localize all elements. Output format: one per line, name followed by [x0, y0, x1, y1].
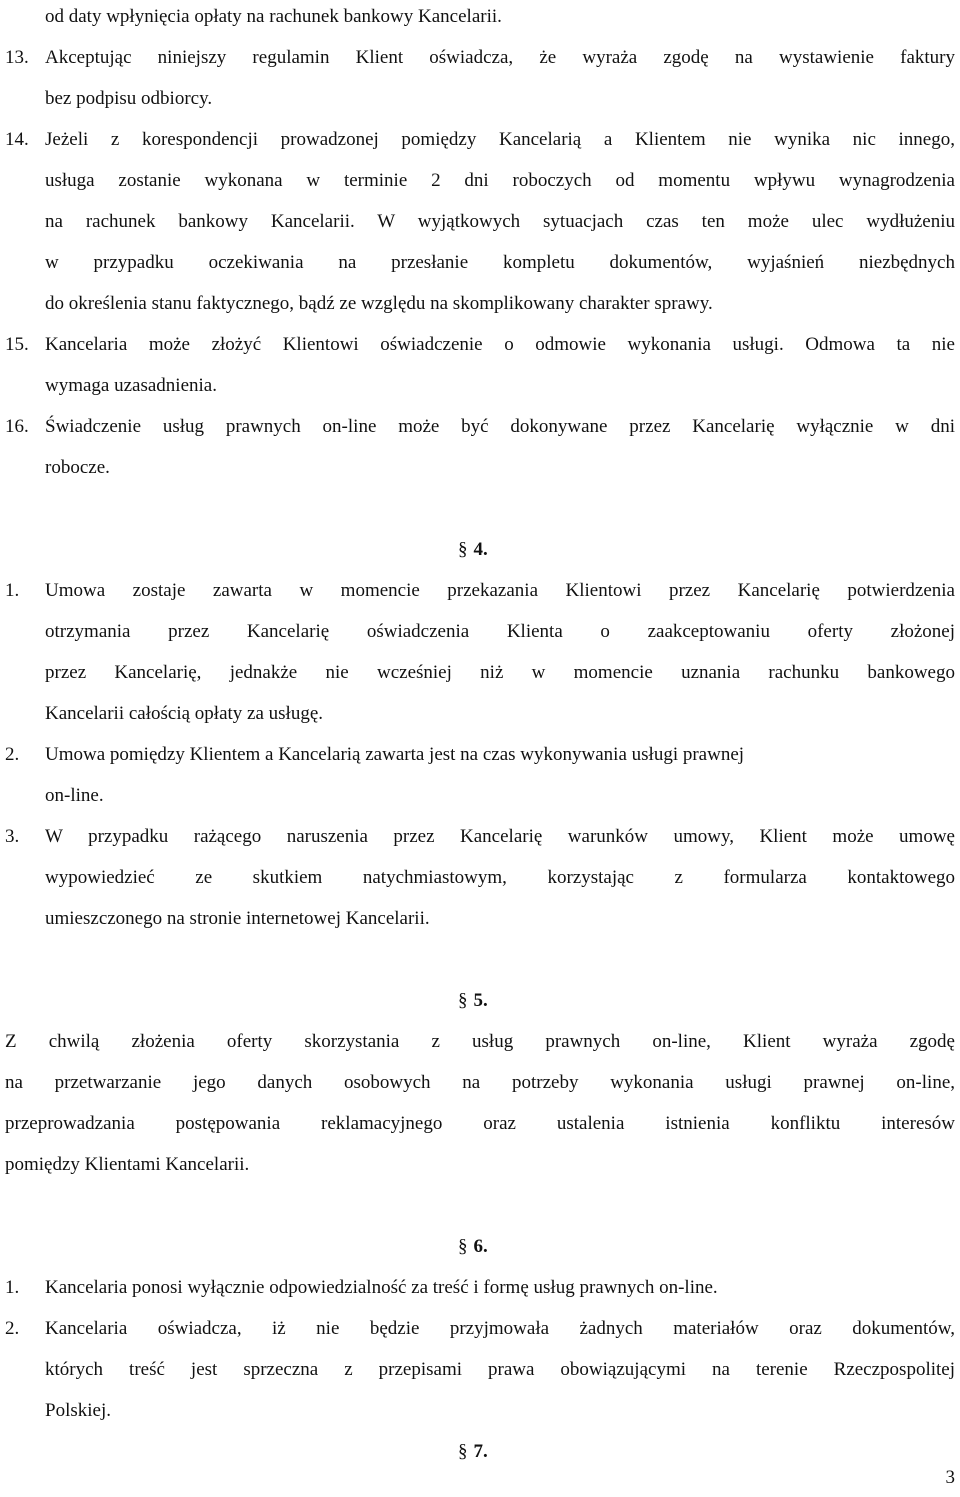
item-line: na rachunek bankowy Kancelarii. W wyjątkowych sytuacjach czas ten może ulec wydłużeniu	[45, 211, 955, 232]
page-number: 3	[945, 1467, 955, 1488]
item-line: bez podpisu odbiorcy.	[45, 88, 213, 109]
item-line: Jeżeli z korespondencji prowadzonej pomiędzy Kancelarią a Klientem nie wynika nic innego,	[45, 129, 955, 150]
item-line: otrzymania przez Kancelarię oświadczenia Klienta o zaakceptowaniu oferty złożonej	[45, 621, 955, 642]
item-line: Umowa zostaje zawarta w momencie przekazania Klientowi przez Kancelarię potwierdzenia	[45, 580, 955, 601]
section-number: 5.	[473, 990, 488, 1011]
item-number: 15.	[5, 334, 29, 355]
item-line: wypowiedzieć ze skutkiem natychmiastowym, korzystając z formularza kontaktowego	[45, 867, 955, 888]
section-symbol: §	[458, 990, 468, 1011]
continuation-line: od daty wpłynięcia opłaty na rachunek bankowy Kancelarii.	[45, 6, 502, 27]
item-number: 16.	[5, 416, 29, 437]
item-number: 1.	[5, 1277, 20, 1298]
item-number: 1.	[5, 580, 20, 601]
item-line: Polskiej.	[45, 1400, 111, 1421]
paragraph-line: na przetwarzanie jego danych osobowych na potrzeby wykonania usługi prawnej on-line,	[5, 1072, 955, 1093]
item-line: wymaga uzasadnienia.	[45, 375, 217, 396]
item-number: 2.	[5, 744, 20, 765]
section-heading-5	[458, 988, 488, 1014]
item-number: 2.	[5, 1318, 20, 1339]
section-heading-7	[458, 1439, 488, 1465]
section-heading-6	[458, 1234, 488, 1260]
item-line: Kancelaria może złożyć Klientowi oświadczenie o odmowie wykonania usługi. Odmowa ta nie	[45, 334, 955, 355]
item-number: 14.	[5, 129, 29, 150]
section-symbol: §	[458, 1236, 468, 1257]
item-line: których treść jest sprzeczna z przepisami prawa obowiązującymi na terenie Rzeczpospolitej	[45, 1359, 955, 1380]
item-line: przez Kancelarię, jednakże nie wcześniej niż w momencie uznania rachunku bankowego	[45, 662, 955, 683]
item-line: robocze.	[45, 457, 110, 478]
item-number: 3.	[5, 826, 20, 847]
section-symbol: §	[458, 1441, 468, 1462]
section-number: 4.	[473, 539, 488, 560]
item-line: Akceptując niniejszy regulamin Klient oświadcza, że wyraża zgodę na wystawienie faktury	[45, 47, 955, 68]
section-number: 6.	[473, 1236, 488, 1257]
paragraph-line: przeprowadzania postępowania reklamacyjnego oraz ustalenia istnienia konfliktu interesów	[5, 1113, 955, 1134]
item-line: Kancelarii całością opłaty za usługę.	[45, 703, 324, 724]
item-number: 13.	[5, 47, 29, 68]
section-heading-4	[458, 537, 488, 563]
section-symbol: §	[458, 539, 468, 560]
item-line: on-line.	[45, 785, 104, 806]
item-line: do określenia stanu faktycznego, bądź ze względu na skomplikowany charakter sprawy.	[45, 293, 713, 314]
item-line: Świadczenie usług prawnych on-line może być dokonywane przez Kancelarię wyłącznie w dni	[45, 416, 955, 437]
item-line: umieszczonego na stronie internetowej Kancelarii.	[45, 908, 430, 929]
item-line: Kancelaria oświadcza, iż nie będzie przyjmowała żadnych materiałów oraz dokumentów,	[45, 1318, 955, 1339]
paragraph-line: pomiędzy Klientami Kancelarii.	[5, 1154, 250, 1175]
item-line: Umowa pomiędzy Klientem a Kancelarią zawarta jest na czas wykonywania usługi prawnej	[45, 744, 745, 765]
item-line: Kancelaria ponosi wyłącznie odpowiedzialność za treść i formę usług prawnych on-line.	[45, 1277, 718, 1298]
section-number: 7.	[473, 1441, 488, 1462]
paragraph-line: Z chwilą złożenia oferty skorzystania z usług prawnych on-line, Klient wyraża zgodę	[5, 1031, 955, 1052]
item-line: w przypadku oczekiwania na przesłanie kompletu dokumentów, wyjaśnień niezbędnych	[45, 252, 955, 273]
item-line: usługa zostanie wykonana w terminie 2 dni roboczych od momentu wpływu wynagrodzenia	[45, 170, 955, 191]
item-line: W przypadku rażącego naruszenia przez Kancelarię warunków umowy, Klient może umowę	[45, 826, 955, 847]
